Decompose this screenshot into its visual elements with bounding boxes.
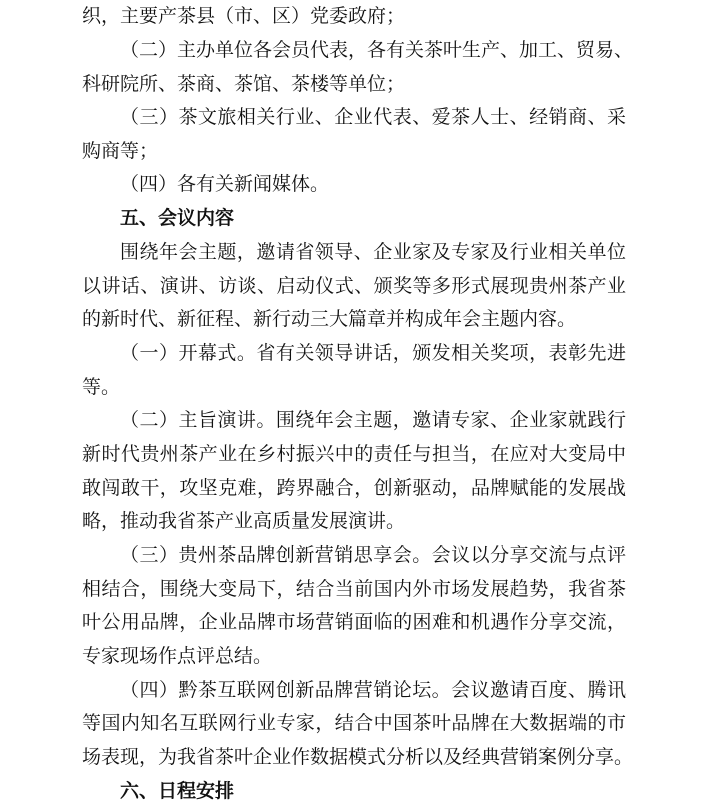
text-line: 购商等； — [82, 140, 159, 162]
text-line: 围绕年会主题，邀请省领导、企业家及专家及行业相关单位 — [120, 241, 626, 263]
text-line: 科研院所、茶商、茶馆、茶楼等单位； — [82, 73, 406, 95]
text-line: （三）茶文旅相关行业、企业代表、爱茶人士、经销商、采 — [120, 106, 626, 128]
text-line: （二）主办单位各会员代表，各有关茶叶生产、加工、贸易、 — [120, 39, 634, 61]
text-line: 略，推动我省茶产业高质量发展演讲。 — [82, 510, 406, 532]
text-line: 以讲话、演讲、访谈、启动仪式、颁奖等多形式展现贵州茶产业 — [82, 275, 626, 297]
section-heading: 六、日程安排 — [120, 780, 235, 802]
text-line: （四）各有关新闻媒体。 — [120, 173, 330, 195]
text-line: 敢闯敢干，攻坚克难，跨界融合，创新驱动，品牌赋能的发展战 — [82, 477, 626, 499]
text-line: 新时代贵州茶产业在乡村振兴中的责任与担当，在应对大变局中 — [82, 443, 626, 465]
text-line: 相结合，围绕大变局下，结合当前国内外市场发展趋势，我省茶 — [82, 578, 626, 600]
text-line: 场表现，为我省茶叶企业作数据模式分析以及经典营销案例分享。 — [82, 746, 634, 768]
section-heading: 五、会议内容 — [120, 207, 235, 229]
text-line: （四）黔茶互联网创新品牌营销论坛。会议邀请百度、腾讯 — [120, 679, 626, 701]
text-line: 的新时代、新征程、新行动三大篇章并构成年会主题内容。 — [82, 308, 577, 330]
text-line: 叶公用品牌，企业品牌市场营销面临的困难和机遇作分享交流， — [82, 611, 626, 633]
text-line: 等。 — [82, 376, 121, 398]
text-line: （二）主旨演讲。围绕年会主题，邀请专家、企业家就践行 — [120, 409, 626, 431]
text-line: 织，主要产茶县（市、区）党委政府； — [82, 5, 406, 27]
text-line: 等国内知名互联网行业专家，结合中国茶叶品牌在大数据端的市 — [82, 712, 626, 734]
text-line: （一）开幕式。省有关领导讲话，颁发相关奖项，表彰先进 — [120, 342, 626, 364]
text-line: （三）贵州茶品牌创新营销思享会。会议以分享交流与点评 — [120, 544, 626, 566]
text-line: 专家现场作点评总结。 — [82, 645, 273, 667]
